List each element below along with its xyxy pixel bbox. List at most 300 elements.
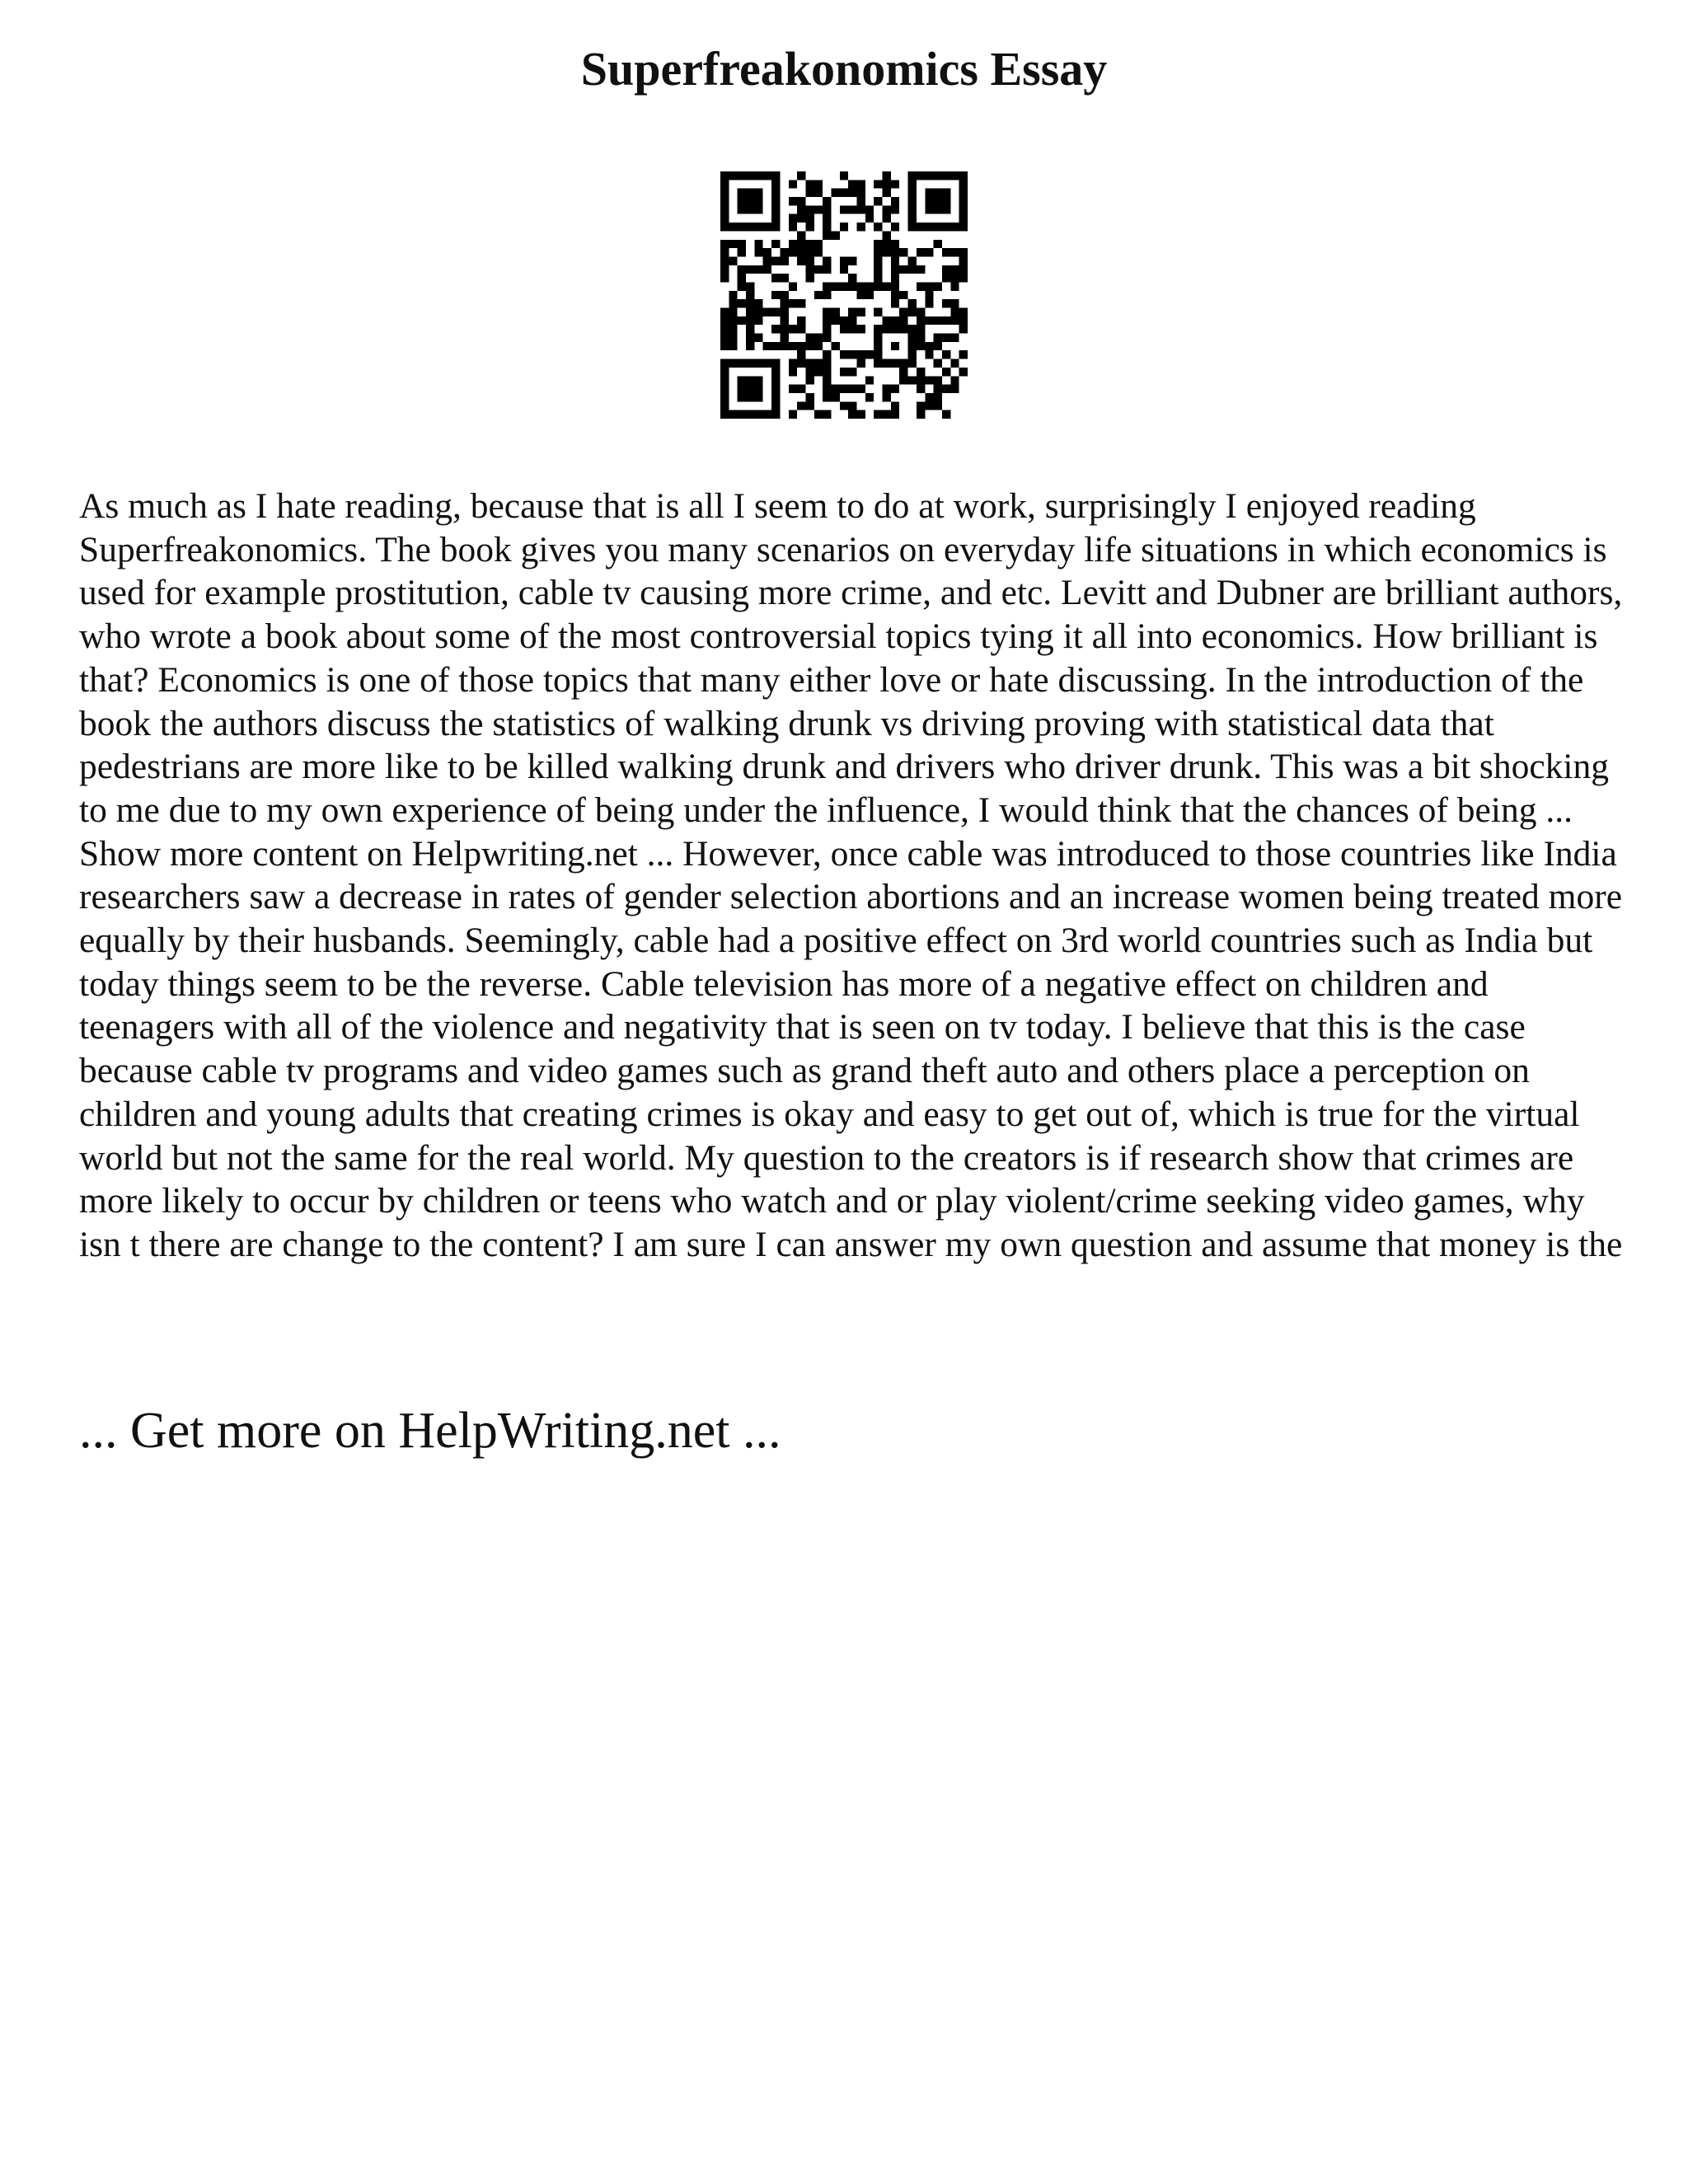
qr-module [891,223,899,231]
qr-module [934,171,942,180]
qr-module [780,248,788,256]
qr-module [720,359,729,368]
qr-module [720,325,729,333]
qr-module [738,248,746,256]
qr-module [805,205,814,213]
qr-module [738,299,746,307]
qr-module [891,282,899,290]
qr-module [763,248,771,256]
qr-module [874,180,882,188]
qr-module [857,291,865,299]
qr-module [883,189,891,197]
qr-module [950,334,959,342]
qr-module [848,316,856,325]
qr-module [857,223,865,231]
qr-module [729,359,737,368]
qr-module [917,223,925,231]
qr-module [720,214,729,223]
qr-module [754,240,762,248]
qr-module [729,223,737,231]
qr-module [738,223,746,231]
qr-module [857,359,865,368]
qr-module [831,385,839,393]
qr-module [754,385,762,393]
qr-module [899,376,907,384]
qr-module [720,189,729,197]
qr-module [823,359,831,368]
qr-module [891,385,899,393]
qr-module [754,205,762,213]
qr-module [874,342,882,350]
qr-module [720,223,729,231]
qr-module [942,265,950,274]
qr-module [746,393,754,401]
qr-module [814,248,823,256]
qr-module [780,316,788,325]
qr-module [823,368,831,376]
qr-module [738,274,746,282]
qr-module [738,410,746,419]
qr-module [823,350,831,359]
qr-module [874,240,882,248]
qr-module [934,240,942,248]
qr-module [720,265,729,274]
qr-module [950,223,959,231]
qr-module [865,376,874,384]
qr-module [797,359,805,368]
qr-module [848,368,856,376]
qr-module [908,214,917,223]
qr-module [959,274,968,282]
qr-module [789,248,797,256]
qr-module [746,325,754,333]
qr-module [780,334,788,342]
qr-module [959,248,968,256]
qr-module [754,299,762,307]
qr-module [917,265,925,274]
qr-module [771,385,780,393]
qr-module [771,393,780,401]
qr-code-icon [720,171,968,419]
qr-module [720,180,729,188]
qr-code-graphic [720,171,968,419]
qr-module [754,410,762,419]
qr-module [771,410,780,419]
qr-module [874,334,882,342]
qr-module [925,393,933,401]
qr-module [891,325,899,333]
qr-module [771,180,780,188]
qr-module [959,189,968,197]
qr-module [950,376,959,384]
qr-module [823,197,831,205]
qr-module [738,197,746,205]
qr-module [797,240,805,248]
qr-module [771,376,780,384]
qr-module [950,282,959,290]
qr-module [789,342,797,350]
qr-module [908,180,917,188]
qr-module [729,240,737,248]
qr-module [883,248,891,256]
qr-module [874,308,882,316]
qr-module [848,256,856,265]
qr-module [848,205,856,213]
qr-module [959,171,968,180]
qr-module [746,291,754,299]
qr-module [720,274,729,282]
qr-module [891,256,899,265]
qr-module [891,299,899,307]
qr-module [934,359,942,368]
qr-module [950,274,959,282]
qr-module [950,299,959,307]
qr-module [848,401,856,410]
qr-module [840,325,848,333]
qr-module [925,376,933,384]
qr-module [805,368,814,376]
qr-module [908,376,917,384]
qr-module [771,359,780,368]
qr-module [720,393,729,401]
qr-module [899,291,907,299]
qr-module [848,282,856,290]
qr-module [950,308,959,316]
qr-module [831,308,839,316]
qr-module [925,171,933,180]
qr-module [754,265,762,274]
qr-module [814,205,823,213]
qr-module [814,180,823,188]
qr-module [746,265,754,274]
qr-module [917,316,925,325]
qr-module [780,325,788,333]
qr-module [917,325,925,333]
qr-module [917,410,925,419]
qr-module [891,274,899,282]
qr-module [805,334,814,342]
qr-module [789,385,797,393]
qr-module [780,342,788,350]
qr-module [917,376,925,384]
qr-module [729,299,737,307]
qr-module [720,197,729,205]
qr-module [823,316,831,325]
qr-module [840,223,848,231]
qr-module [942,274,950,282]
qr-module [840,189,848,197]
qr-module [925,342,933,350]
qr-module [891,342,899,350]
qr-module [746,308,754,316]
qr-module [857,308,865,316]
qr-module [959,223,968,231]
qr-module [925,350,933,359]
qr-module [840,385,848,393]
qr-module [720,240,729,248]
qr-module [959,316,968,325]
qr-module [840,350,848,359]
qr-module [797,342,805,350]
qr-module [865,393,874,401]
qr-module [950,265,959,274]
qr-module [720,385,729,393]
qr-module [942,171,950,180]
qr-module [959,256,968,265]
qr-module [738,189,746,197]
qr-module [729,410,737,419]
qr-module [857,350,865,359]
qr-module [823,325,831,333]
qr-module [771,401,780,410]
qr-module [797,256,805,265]
qr-module [823,265,831,274]
qr-module [934,334,942,342]
qr-module [738,393,746,401]
qr-module [942,248,950,256]
qr-module [823,282,831,290]
qr-module [857,197,865,205]
qr-module [950,171,959,180]
qr-module [797,350,805,359]
qr-module [942,368,950,376]
qr-module [814,410,823,419]
qr-module [934,401,942,410]
qr-module [865,214,874,223]
qr-module [823,376,831,384]
qr-module [771,368,780,376]
qr-module [831,342,839,350]
qr-module [789,214,797,223]
qr-module [754,189,762,197]
qr-module [720,410,729,419]
qr-module [925,401,933,410]
qr-module [738,359,746,368]
qr-module [925,197,933,205]
qr-module [959,180,968,188]
qr-module [942,385,950,393]
qr-module [891,265,899,274]
qr-module [729,308,737,316]
qr-module [771,240,780,248]
qr-module [720,308,729,316]
qr-module [883,410,891,419]
document-title: Superfreakonomics Essay [580,42,1108,96]
qr-module [925,299,933,307]
qr-module [805,189,814,197]
qr-module [746,385,754,393]
qr-module [959,308,968,316]
qr-module [814,368,823,376]
qr-module [805,265,814,274]
qr-module [789,240,797,248]
qr-module [814,291,823,299]
qr-module [771,291,780,299]
qr-module [789,223,797,231]
qr-module [754,171,762,180]
qr-module [814,342,823,350]
qr-module [857,282,865,290]
qr-module [771,171,780,180]
qr-module [729,171,737,180]
qr-module [959,214,968,223]
qr-module [763,359,771,368]
qr-module [925,205,933,213]
qr-module [840,256,848,265]
qr-module [823,214,831,223]
qr-module [720,205,729,213]
qr-module [925,282,933,290]
qr-module [814,240,823,248]
qr-module [831,282,839,290]
qr-module [959,350,968,359]
qr-module [729,325,737,333]
qr-module [831,189,839,197]
qr-module [848,350,856,359]
qr-module [899,368,907,376]
qr-module [789,325,797,333]
qr-module [848,308,856,316]
qr-module [814,189,823,197]
qr-module [883,316,891,325]
qr-module [746,197,754,205]
qr-module [917,385,925,393]
qr-module [891,197,899,205]
qr-module [771,325,780,333]
qr-module [789,359,797,368]
qr-module [908,189,917,197]
qr-module [950,359,959,368]
qr-module [942,205,950,213]
qr-module [729,291,737,299]
qr-module [883,205,891,213]
qr-module [874,282,882,290]
qr-module [840,401,848,410]
qr-module [720,171,729,180]
qr-module [754,316,762,325]
qr-module [865,282,874,290]
qr-module [805,393,814,401]
essay-body: As much as I hate reading, because that is all I seem to do at work, surprisingly I enjoyed reading Superfreakonomics. The book gives you many scenarios on everyday life situations in which economics is used for example prostitution, cable tv causing more crime, and etc. Levitt and Dubner are brilliant authors, who wrote a book about some of the most controversial topics tying it all into economics. How brilliant is that? Economics is one of those topics that many either love or hate discussing. In the introduction of the book the authors discuss the statistics of walking drunk vs driving proving with statistical data that pedestrians are more like to be killed walking drunk and drivers who driver drunk. This was a bit shocking to me due to my own experience of being under the influence, I would think that the chances of being ... Show more content on Helpwriting.net ... However, once cable was introduced to those countries like India researchers saw a decrease in rates of gender selection abortions and an increase women being treated more equally by their husbands. Seemingly, cable had a positive effect on 3rd world countries such as India but today things seem to be the reverse. Cable television has more of a negative effect on children and teenagers with all of the violence and negativity that is seen on tv today. I believe that this is the case because cable tv programs and video games such as grand theft auto and others place a perception on children and young adults that creating crimes is okay and easy to get out of, which is true for the virtual world but not the same for the real world. My question to the creators is if research show that crimes are more likely to occur by children or teens who watch and or play violent/crime seeking video games, why isn t there are change to the content? I am sure I can answer my own question and assume that money is the [79,486,1623,1264]
qr-module [874,325,882,333]
qr-module [771,189,780,197]
qr-module [738,240,746,248]
qr-module [883,214,891,223]
qr-module [874,359,882,368]
qr-module [780,256,788,265]
qr-module [831,231,839,239]
qr-module [874,248,882,256]
qr-module [805,342,814,350]
qr-module [805,401,814,410]
qr-module [823,205,831,213]
qr-module [805,274,814,282]
qr-module [840,171,848,180]
qr-module [899,325,907,333]
qr-module [797,316,805,325]
qr-module [805,223,814,231]
qr-module [917,342,925,350]
qr-module [908,256,917,265]
qr-module [857,205,865,213]
qr-module [746,171,754,180]
qr-module [942,350,950,359]
qr-module [763,410,771,419]
qr-module [738,205,746,213]
qr-module [857,410,865,419]
qr-module [917,334,925,342]
qr-module [925,189,933,197]
qr-module [746,299,754,307]
qr-module [917,282,925,290]
qr-module [959,197,968,205]
qr-module [883,282,891,290]
qr-module [746,189,754,197]
qr-module [899,308,907,316]
qr-module [797,385,805,393]
qr-module [789,197,797,205]
qr-module [942,223,950,231]
qr-module [950,316,959,325]
qr-module [934,316,942,325]
qr-module [754,334,762,342]
qr-module [823,256,831,265]
qr-module [814,334,823,342]
qr-module [934,342,942,350]
qr-module [797,299,805,307]
qr-module [908,171,917,180]
qr-module [746,334,754,342]
qr-module [942,189,950,197]
qr-module [874,256,882,265]
qr-module [771,214,780,223]
qr-module [720,376,729,384]
qr-module [771,308,780,316]
qr-module [857,325,865,333]
qr-module [874,265,882,274]
qr-module [959,265,968,274]
qr-module [797,197,805,205]
qr-module [899,359,907,368]
qr-module [789,299,797,307]
qr-module [891,248,899,256]
qr-module [823,291,831,299]
qr-module [720,334,729,342]
qr-module [942,334,950,342]
qr-module [763,265,771,274]
qr-module [763,256,771,265]
qr-module [925,316,933,325]
qr-module [874,223,882,231]
qr-module [874,410,882,419]
qr-module [789,410,797,419]
get-more-link[interactable]: ... Get more on HelpWriting.net ... [79,1403,781,1459]
qr-module [729,256,737,265]
qr-module [797,171,805,180]
qr-module [738,265,746,274]
qr-module [891,180,899,188]
qr-module [874,274,882,282]
qr-module [780,274,788,282]
qr-module [959,205,968,213]
qr-module [917,171,925,180]
qr-module [738,282,746,290]
qr-module [805,214,814,223]
qr-module [942,197,950,205]
qr-module [891,316,899,325]
qr-module [917,401,925,410]
qr-module [908,197,917,205]
